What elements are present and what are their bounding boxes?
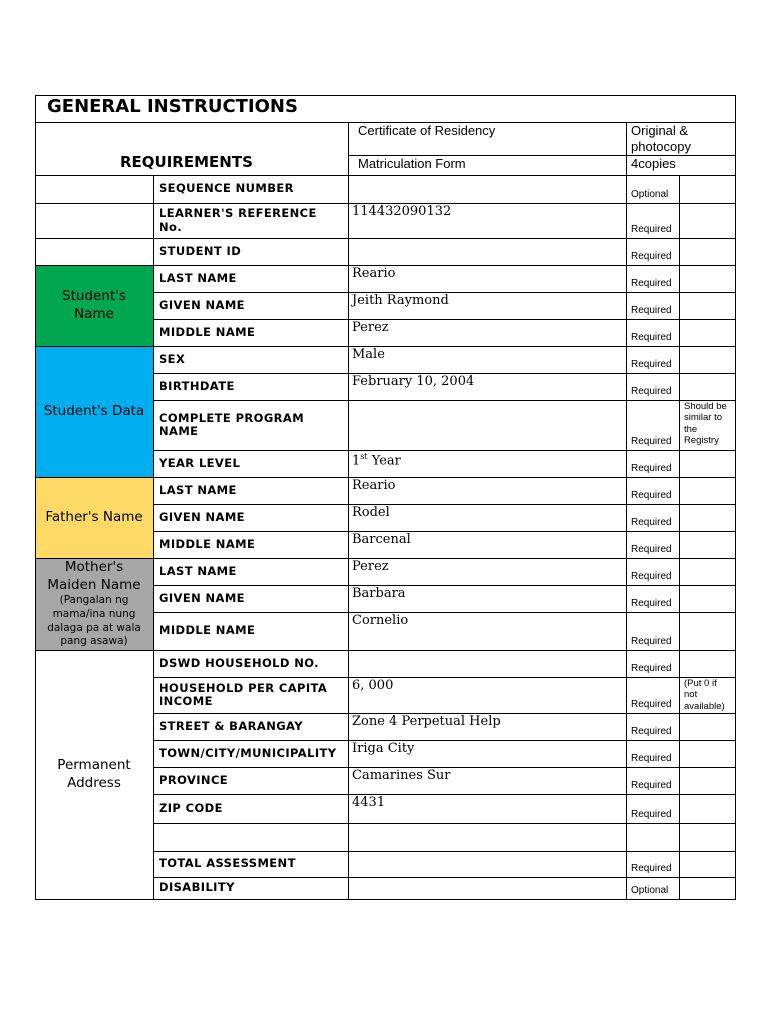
field-value[interactable]: 4431 bbox=[352, 795, 386, 810]
requirement-status: Required bbox=[631, 699, 672, 710]
border-bottom bbox=[35, 899, 736, 900]
field-value[interactable]: Rodel bbox=[352, 505, 390, 520]
field-value[interactable]: Cornelio bbox=[352, 613, 409, 628]
field-value[interactable]: Camarines Sur bbox=[352, 768, 451, 783]
field-label: PROVINCE bbox=[159, 772, 229, 787]
header-vline bbox=[626, 122, 627, 175]
field-label: STUDENT ID bbox=[159, 243, 242, 258]
requirement-status: Required bbox=[631, 753, 672, 764]
field-label: SEX bbox=[159, 351, 186, 366]
value-superscript: st bbox=[360, 452, 368, 461]
field-label: ZIP CODE bbox=[159, 800, 223, 815]
header-doc-divider bbox=[348, 155, 735, 156]
requirements-label: REQUIREMENTS bbox=[120, 153, 253, 171]
col-line bbox=[153, 175, 154, 899]
field-value[interactable]: Reario bbox=[352, 478, 396, 493]
field-label: MIDDLE NAME bbox=[159, 324, 256, 339]
border-left bbox=[35, 95, 36, 899]
requirement-status: Required bbox=[631, 359, 672, 370]
field-value[interactable]: Barbara bbox=[352, 586, 406, 601]
col-line bbox=[348, 175, 349, 899]
field-value[interactable]: February 10, 2004 bbox=[352, 374, 475, 389]
row-line bbox=[35, 346, 735, 347]
requirement-status: Required bbox=[631, 636, 672, 647]
requirement-status: Required bbox=[631, 571, 672, 582]
requirement-status: Required bbox=[631, 463, 672, 474]
field-label: MIDDLE NAME bbox=[159, 623, 256, 638]
students-name-label: Student's Name bbox=[62, 287, 126, 322]
requirement-status: Required bbox=[631, 809, 672, 820]
requirement-status: Required bbox=[631, 332, 672, 343]
field-value[interactable]: Zone 4 Perpetual Help bbox=[352, 714, 501, 729]
field-value[interactable]: Barcenal bbox=[352, 532, 411, 547]
field-value[interactable]: Jeith Raymond bbox=[352, 293, 449, 308]
col-line bbox=[679, 175, 680, 899]
field-label: YEAR LEVEL bbox=[159, 455, 241, 470]
field-label: TOTAL ASSESSMENT bbox=[159, 856, 296, 871]
doc-copies-2: 4copies bbox=[631, 156, 676, 171]
col-line bbox=[626, 175, 627, 899]
field-note: Should be similar to the Registry bbox=[684, 401, 727, 447]
requirement-status: Required bbox=[631, 386, 672, 397]
doc-copies-1: Original & photocopy bbox=[631, 123, 691, 154]
requirement-status: Required bbox=[631, 863, 672, 874]
requirement-status: Required bbox=[631, 490, 672, 501]
requirement-status: Required bbox=[631, 251, 672, 262]
row-line bbox=[35, 650, 735, 651]
field-value[interactable]: Male bbox=[352, 347, 385, 362]
field-label: LAST NAME bbox=[159, 270, 237, 285]
header-line bbox=[35, 122, 735, 123]
field-label: LAST NAME bbox=[159, 482, 237, 497]
field-note: (Put 0 if not available) bbox=[684, 678, 725, 712]
field-label: TOWN/CITY/MUNICIPALITY bbox=[159, 745, 337, 760]
field-label: GIVEN NAME bbox=[159, 297, 245, 312]
requirement-status: Required bbox=[631, 663, 672, 674]
field-label: GIVEN NAME bbox=[159, 509, 245, 524]
requirement-status: Required bbox=[631, 544, 672, 555]
field-label: MIDDLE NAME bbox=[159, 536, 256, 551]
doc-name-1: Certificate of Residency bbox=[358, 123, 496, 138]
students-data-label: Student's Data bbox=[43, 402, 145, 419]
requirement-status: Required bbox=[631, 224, 672, 235]
field-label: GIVEN NAME bbox=[159, 590, 245, 605]
field-value[interactable]: 6, 000 bbox=[352, 678, 394, 693]
requirement-status: Optional bbox=[631, 885, 669, 896]
field-label: STREET & BARANGAY bbox=[159, 718, 303, 733]
permanent-address-label: Permanent Address bbox=[57, 756, 131, 791]
fathers-name-label: Father's Name bbox=[45, 508, 143, 525]
field-value[interactable]: Iriga City bbox=[352, 741, 415, 756]
requirement-status: Required bbox=[631, 305, 672, 316]
field-label: LAST NAME bbox=[159, 563, 237, 578]
field-label: DISABILITY bbox=[159, 880, 235, 895]
header-vline bbox=[348, 122, 349, 175]
field-label: LEARNER'S REFERENCE No. bbox=[159, 206, 317, 234]
requirement-status: Optional bbox=[631, 189, 669, 200]
field-value[interactable]: 114432090132 bbox=[352, 204, 452, 219]
doc-name-2: Matriculation Form bbox=[358, 156, 466, 171]
requirement-status: Required bbox=[631, 278, 672, 289]
field-label: COMPLETE PROGRAM NAME bbox=[159, 410, 305, 438]
field-label: HOUSEHOLD PER CAPITA INCOME bbox=[159, 680, 328, 708]
mothers-name-label: Mother's Maiden Name (Pangalan ng mama/ina nung dalaga pa at wala pang asawa) bbox=[47, 559, 141, 648]
field-value[interactable]: Reario bbox=[352, 266, 396, 281]
row-line bbox=[153, 823, 735, 824]
requirement-status: Required bbox=[631, 726, 672, 737]
row-line bbox=[35, 238, 735, 239]
field-label: BIRTHDATE bbox=[159, 378, 235, 393]
border-right bbox=[735, 95, 736, 900]
page-title: GENERAL INSTRUCTIONS bbox=[47, 96, 298, 117]
requirement-status: Required bbox=[631, 780, 672, 791]
requirement-status: Required bbox=[631, 598, 672, 609]
field-value[interactable]: Perez bbox=[352, 320, 389, 335]
header-bottom-line bbox=[35, 175, 735, 176]
field-label: DSWD HOUSEHOLD NO. bbox=[159, 655, 319, 670]
field-value[interactable]: 1st Year bbox=[352, 452, 401, 469]
requirement-status: Required bbox=[631, 436, 672, 447]
requirement-status: Required bbox=[631, 517, 672, 528]
border-top bbox=[35, 95, 736, 96]
field-value[interactable]: Perez bbox=[352, 559, 389, 574]
field-label: SEQUENCE NUMBER bbox=[159, 181, 294, 196]
